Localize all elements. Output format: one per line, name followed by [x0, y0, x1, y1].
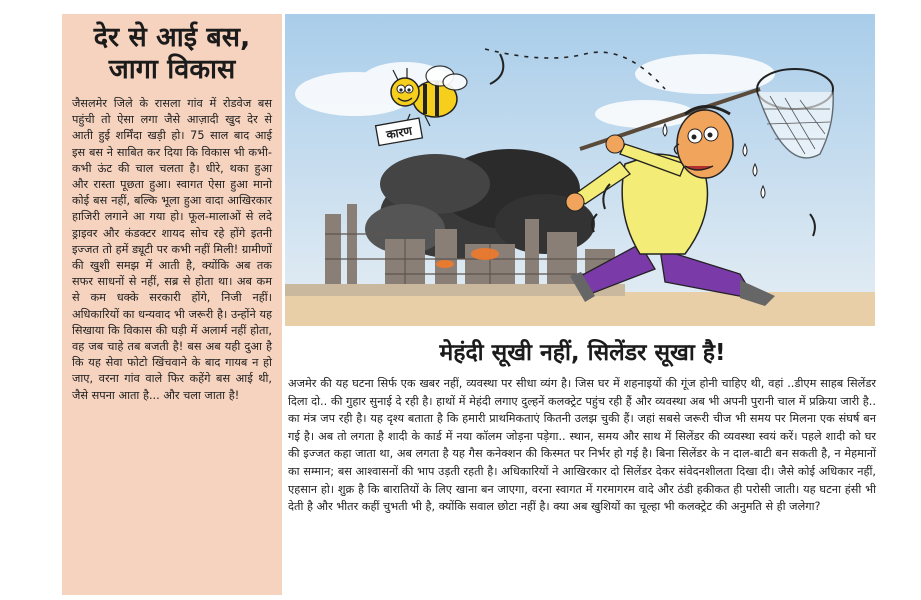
- refinery-base: [285, 284, 625, 296]
- left-headline: [72, 22, 272, 86]
- left-headline-line2: जागा विकास: [108, 54, 236, 85]
- ground: [285, 292, 875, 326]
- left-article-body: जैसलमेर जिले के रासला गांव में रोडवेज बस पहुंची तो ऐसा लगा जैसे आज़ादी खुद देर से आती हुई शर्मिंदा खड़ी हो। 75 साल बाद आई इस बस ने साबित कर दिया कि विकास भी कभी-कभी ऊंट की चाल चलता है। धीरे, थका हुआ और रास्ता पूछता हुआ। स्वागत ऐसा हुआ मानो कोई बस नहीं, बल्कि भूला हुआ वादा आखिरकार हाजिरी लगाने आ गया हो। फूल-मालाओं से लदे ड्राइवर और कंडक्टर शायद सोच रहे होंगे इतनी इज्जत तो हमें ड्यूटी पर कभी नहीं मिली! ग्रामीणों की खुशी समझ में आती है, क्योंकि अब तक सफर साधनों से नहीं, सब्र से होता था। अब कम से कम धक्के सरकारी होंगे, निजी नहीं। अधिकारियों का धन्यवाद भी जरूरी है। उन्होंने यह सिखाया कि विकास की घड़ी में अलार्म नहीं होता, वह जब चाहे तब बजती है! बस अब यही दुआ है कि यह सेवा फोटो खिंचवाने के बाद गायब न हो जाए, वरना गांव वाले फिर कहेंगे बस आई थी, जैसे सपना आता है... और चला जाता है!: [72, 97, 272, 402]
- left-article: [62, 14, 282, 595]
- bee-tag-label: कारण: [385, 123, 414, 142]
- right-article-body: अजमेर की यह घटना सिर्फ एक खबर नहीं, व्यवस्था पर सीधा व्यंग है। जिस घर में शहनाइयों की गूंज होनी चाहिए थी, वहां ..डीएम साहब सिलेंडर दिला दो.. की गुहार सुनाई दे रही है। हाथों में मेहंदी लगाए दुल्हनें कलक्ट्रेट पहुंच रही हैं और व्यवस्था अब भी अपनी पुरानी चाल में प्रक्रिया जारी है.. का मंत्र जप रही है। यह दृश्य बताता है कि हमारी प्राथमिकताएं कितनी उलझ चुकी हैं। जहां सबसे जरूरी चीज भी समय पर मिलना एक संघर्ष बन गई है। अब तो लगता है शादी के कार्ड में नया कॉलम जोड़ना पड़ेगा.. स्थान, समय और साथ में सिलेंडर की व्यवस्था स्वयं करें। पहले शादी को घर की इज्जत कहा जाता था, अब लगता है यह गैस कनेक्शन की किस्मत पर निर्भर हो गई है। बिना सिलेंडर के न दाल-बाटी बन सकती है, न मेहमानों का सम्मान; बस आश्वासनों की भाप उड़ती रहती है। अधिकारियों ने आखिरकार दो सिलेंडर देकर संवेदनशीलता दिखा दी। जैसे कोई अधिकार नहीं, एहसान हो। शुक्र है कि बारातियों के लिए खाना बन जाएगा, वरना स्वागत में गरमागरम वादे और ठंडी हकीकत ही परोसी जाती। यह घटना हंसी भी देती है और भीतर कहीं चुभती भी है, क्योंकि सवाल छोटा नहीं है। क्या अब खुशियों का चूल्हा भी कलक्ट्रेट की अनुमति से ही जलेगा?: [288, 377, 876, 514]
- cartoon-illustration: [285, 14, 875, 326]
- right-headline: मेहंदी सूखी नहीं, सिलेंडर सूखा है!: [439, 340, 726, 366]
- cartoon-svg: [285, 14, 875, 326]
- left-headline-line1: देर से आई बस,: [93, 22, 251, 53]
